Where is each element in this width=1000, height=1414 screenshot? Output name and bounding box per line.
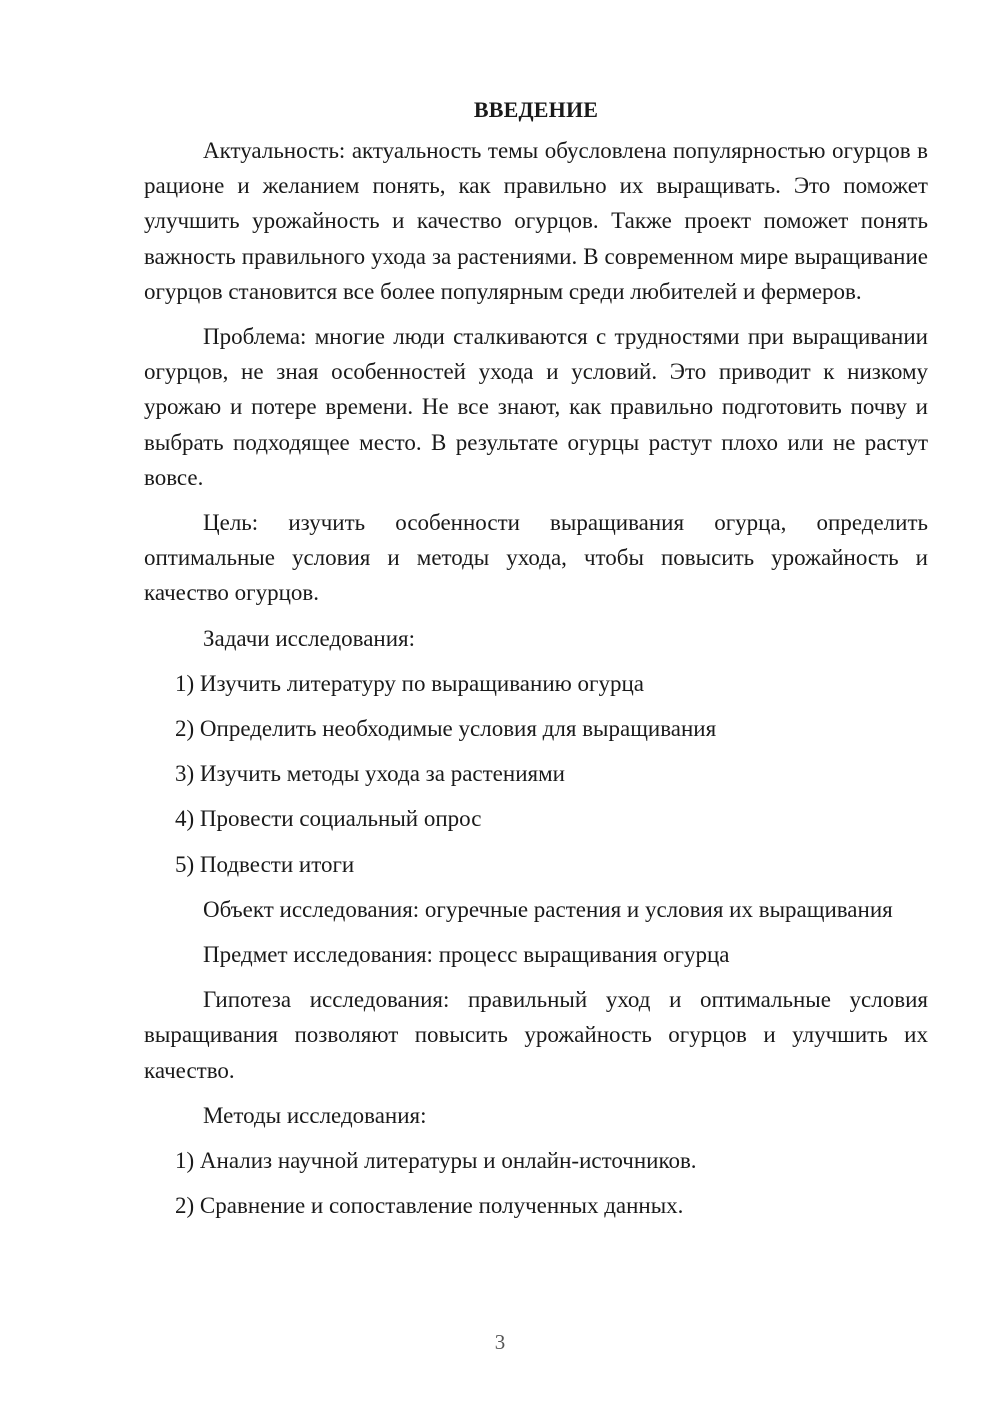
task-item: 1) Изучить литературу по выращиванию огурца: [175, 670, 645, 696]
task-item: 2) Определить необходимые условия для выращивания: [175, 716, 717, 742]
task-item: 4) Провести социальный опрос: [175, 806, 482, 832]
subject-paragraph: Предмет исследования: процесс выращивания огурца: [203, 942, 730, 968]
goal-paragraph: Цель: изучить особенности выращивания огурца, определить оптимальные условия и методы ухода, чтобы повысить урожайность и качество огурцов.: [144, 510, 928, 606]
method-item: 2) Сравнение и сопоставление полученных данных.: [175, 1193, 684, 1219]
page-number: 3: [494, 1330, 506, 1354]
relevance-paragraph: Актуальность: актуальность темы обусловлена популярностью огурцов в рационе и желанием понять, как правильно их выращивать. Это поможет улучшить урожайность и качество огурцов. Также проект поможет понять важность правильного ухода за растениями. В современном мире выращивание огурцов становится все более популярным среди любителей и фермеров.: [144, 138, 928, 304]
tasks-heading: Задачи исследования:: [203, 625, 416, 651]
method-item: 1) Анализ научной литературы и онлайн-источников.: [175, 1148, 697, 1174]
methods-heading: Методы исследования:: [203, 1102, 427, 1128]
page-content: [144, 95, 928, 1233]
object-paragraph: Объект исследования: огуречные растения и условия их выращивания: [203, 896, 893, 922]
section-title: ВВЕДЕНИЕ: [473, 97, 599, 122]
problem-paragraph: Проблема: многие люди сталкиваются с трудностями при выращивании огурцов, не зная особенностей ухода и условий. Это приводит к низкому урожаю и потере времени. Не все знают, как правильно подготовить почву и выбрать подходящее место. В результате огурцы растут плохо или не растут вовсе.: [144, 324, 928, 490]
task-item: 5) Подвести итоги: [175, 851, 355, 877]
task-item: 3) Изучить методы ухода за растениями: [175, 761, 565, 787]
hypothesis-paragraph: Гипотеза исследования: правильный уход и оптимальные условия выращивания позволяют повысить урожайность огурцов и улучшить их качество.: [144, 987, 928, 1083]
